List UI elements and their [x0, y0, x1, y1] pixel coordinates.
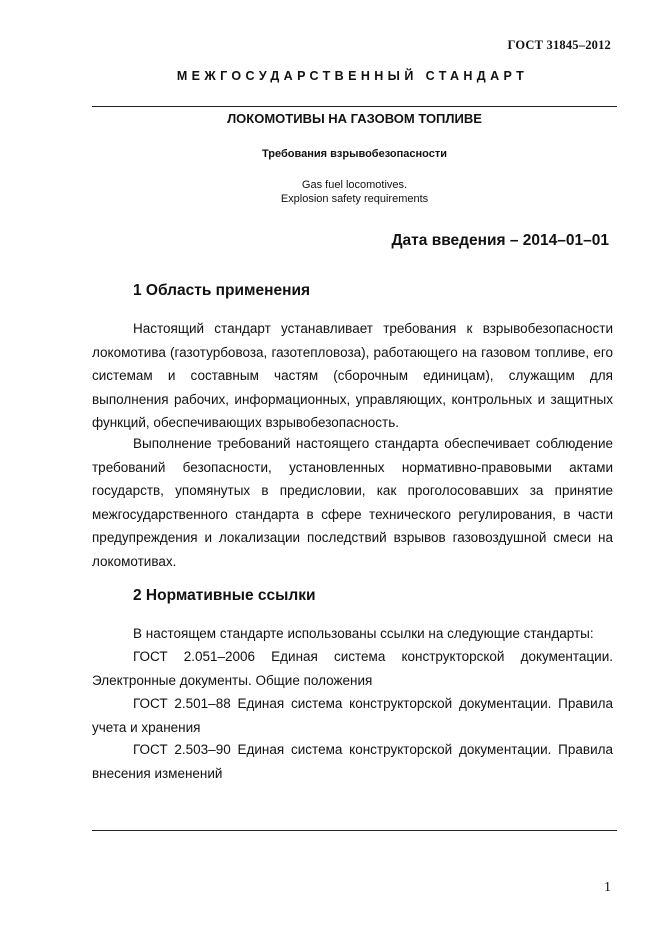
interstate-standard-label: МЕЖГОСУДАРСТВЕННЫЙ СТАНДАРТ	[176, 69, 529, 83]
reference-gost-2-503: ГОСТ 2.503–90 Единая система конструкторской документации. Правила внесения изменений	[92, 742, 613, 781]
reference-gost-2-501: ГОСТ 2.501–88 Единая система конструкторской документации. Правила учета и хранения	[92, 696, 613, 735]
english-title	[92, 178, 617, 206]
section-1-heading: 1 Область применения	[133, 282, 311, 299]
section-1-paragraph-2: Выполнение требований настоящего стандарта обеспечивает соблюдение требований безопасности, установленных нормативно-правовыми актами государств, упомянутых в предисловии, как проголосовавших за принятие межгосударственного стандарта в сфере технического регулирования, в части предупреждения и локализации последствий взрывов газовоздушной смеси на локомотивах.	[92, 436, 613, 569]
footer-divider	[92, 830, 617, 831]
document-subtitle: Требования взрывобезопасности	[262, 148, 447, 160]
english-title-line-1: Gas fuel locomotives.	[301, 179, 408, 191]
title-divider	[92, 106, 617, 107]
gost-code-header: ГОСТ 31845–2012	[507, 38, 611, 52]
section-2-heading: 2 Нормативные ссылки	[133, 587, 316, 604]
section-1-paragraph-1: Настоящий стандарт устанавливает требования к взрывобезопасности локомотива (газотурбовоза, газотепловоза), работающего на газовом топливе, его системам и составным частям (сборочным единицам), служащим для выполнения рабочих, информационных, управляющих, контрольных и защитных функций, обеспечивающих взрывобезопасность.	[92, 321, 613, 431]
document-title: ЛОКОМОТИВЫ НА ГАЗОВОМ ТОПЛИВЕ	[227, 111, 482, 126]
english-title-line-2: Explosion safety requirements	[280, 193, 429, 205]
reference-gost-2-051: ГОСТ 2.051–2006 Единая система конструкторской документации. Электронные документы. Общие положения	[92, 649, 613, 688]
introduction-date: Дата введения – 2014–01–01	[391, 232, 609, 249]
section-2-paragraph-1: В настоящем стандарте использованы ссылки на следующие стандарты:	[133, 626, 594, 641]
page-number: 1	[604, 880, 611, 895]
